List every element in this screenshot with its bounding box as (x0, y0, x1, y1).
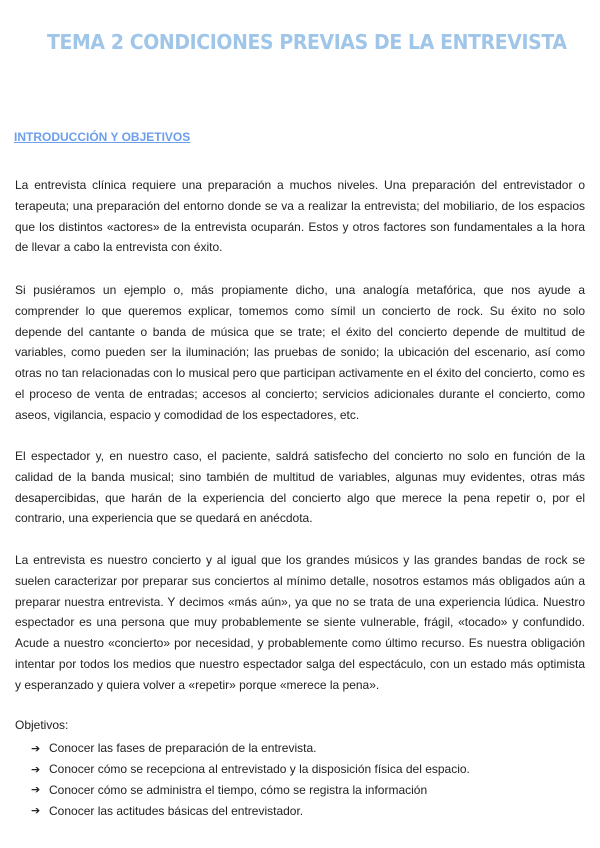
objective-text: Conocer cómo se recepciona al entrevistado y la disposición física del espacio. (49, 762, 470, 777)
objective-text: Conocer las actitudes básicas del entrevistador. (49, 803, 304, 818)
list-item (31, 800, 470, 821)
list-item (31, 759, 470, 780)
page-title: TEMA 2 CONDICIONES PREVIAS DE LA ENTREVISTA (47, 30, 567, 54)
right-arrow-icon: ➔ (31, 783, 41, 797)
objectives-list (31, 738, 470, 821)
objective-text: Conocer las fases de preparación de la entrevista. (49, 741, 317, 756)
paragraph-introduction: La entrevista clínica requiere una preparación a muchos niveles. Una preparación del entrevistador o terapeuta; una preparación del entorno donde se va a realizar la entrevista; del mobiliario, de los espacios que los distintos «actores» de la entrevista ocuparán. Estos y otros factores son fundamentales a la hora de llevar a cabo la entrevista con éxito. (15, 178, 585, 255)
right-arrow-icon: ➔ (31, 804, 41, 818)
list-item (31, 738, 470, 759)
right-arrow-icon: ➔ (31, 741, 41, 755)
right-arrow-icon: ➔ (31, 762, 41, 776)
objective-text: Conocer cómo se administra el tiempo, cómo se registra la información (49, 782, 428, 797)
paragraph-analogy: Si pusiéramos un ejemplo o, más propiamente dicho, una analogía metafórica, que nos ayude a comprender lo que queremos explicar, tomemos como símil un concierto de rock. Su éxito no solo depende del cantante o banda de música que se trate; el éxito del concierto depende de multitud de variables, como pueden ser la iluminación; las pruebas de sonido; la ubicación del escenario, así como otras no tan relacionadas con lo musical pero que participan activamente en el éxito del concierto, como es el proceso de venta de entradas; accesos al concierto; servicios adicionales durante el concierto, como aseos, vigilancia, espacio y comodidad de los espectadores, etc. (15, 283, 585, 422)
objectives-label: Objetivos: (15, 718, 69, 732)
section-heading: INTRODUCCIÓN Y OBJETIVOS (14, 130, 191, 144)
paragraph-spectator: El espectador y, en nuestro caso, el paciente, saldrá satisfecho del concierto no solo en función de la calidad de la banda musical; sino también de multitud de variables, algunas muy evidentes, otras más desapercibidas, que harán de la experiencia del concierto algo que merece la pena repetir o, por el contrario, una experiencia que se quedará en anécdota. (15, 449, 585, 526)
list-item (31, 780, 470, 801)
paragraph-concert: La entrevista es nuestro concierto y al igual que los grandes músicos y las grandes bandas de rock se suelen caracterizar por preparar sus conciertos al mínimo detalle, nosotros estamos más obligados aún a preparar nuestra entrevista. Y decimos «más aún», ya que no se trata de una experiencia lúdica. Nuestro espectador es una persona que muy probablemente se siente vulnerable, frágil, «tocado» y confundido. Acude a nuestro «concierto» por necesidad, y probablemente como último recurso. Es nuestra obligación intentar por todos los medios que nuestro espectador salga del espectáculo, con un estado más optimista y esperanzado y quiera volver a «repetir» porque «merece la pena». (15, 553, 585, 692)
